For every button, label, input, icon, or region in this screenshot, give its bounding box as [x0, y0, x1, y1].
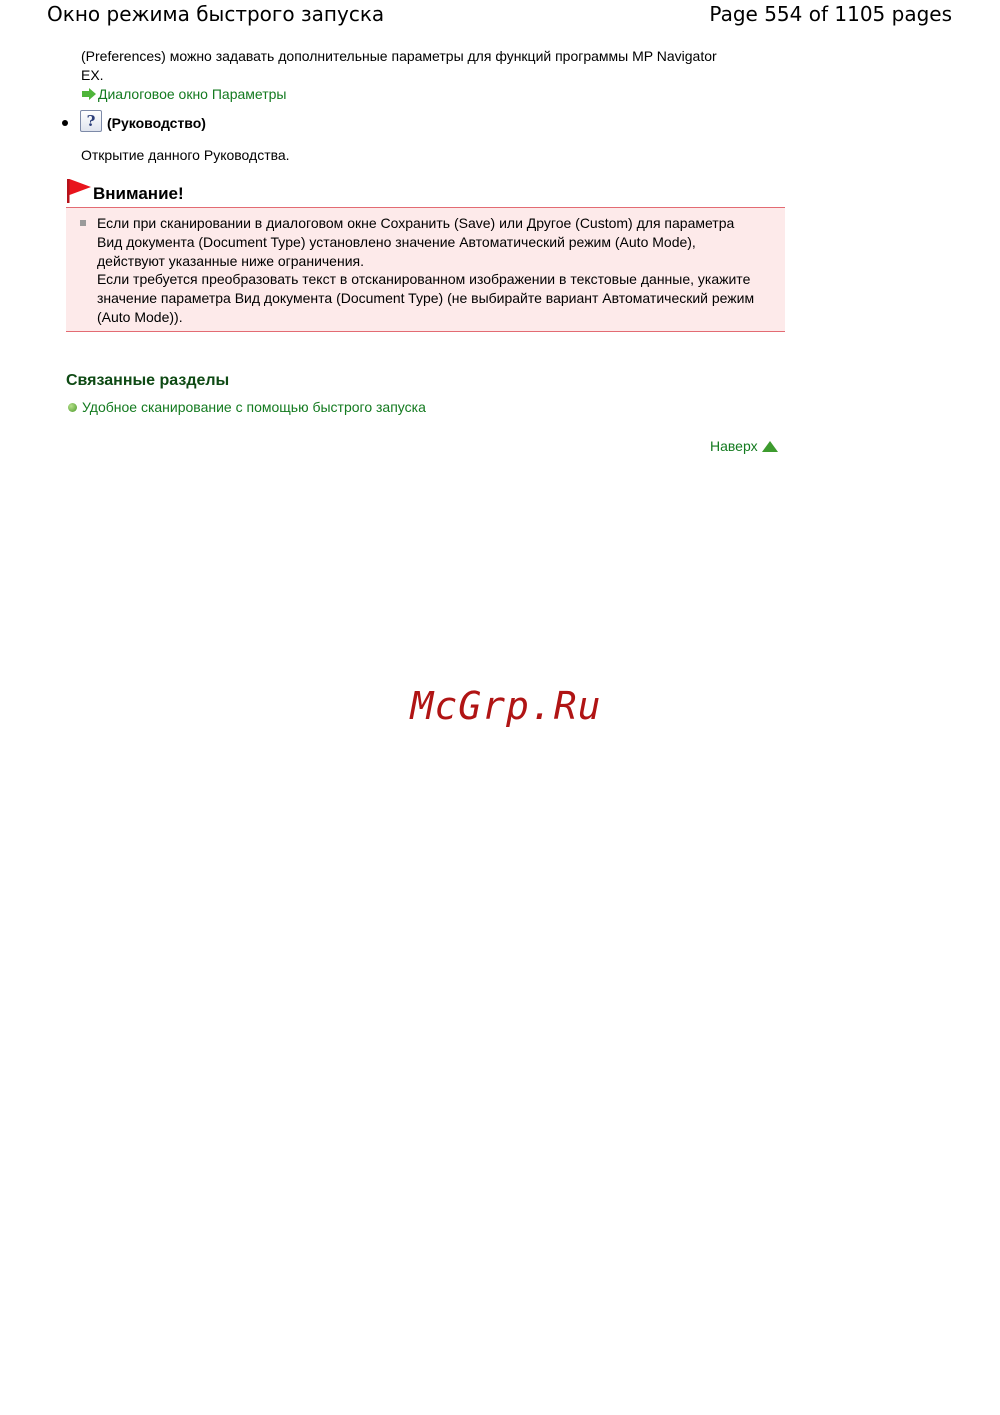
page-title: Окно режима быстрого запуска	[47, 2, 385, 26]
back-to-top-link[interactable]	[710, 437, 778, 455]
related-topic-item[interactable]	[68, 398, 426, 416]
related-topics-heading: Связанные разделы	[66, 372, 230, 389]
caution-text	[97, 214, 757, 327]
help-item-label: (Руководство)	[107, 115, 206, 131]
preferences-dialog-link-row[interactable]	[81, 85, 286, 103]
green-bullet-icon	[68, 403, 77, 412]
caution-title: Внимание!	[93, 184, 184, 203]
caution-bullet	[80, 220, 86, 226]
bullet-dot	[62, 120, 68, 126]
watermark: McGrp.Ru	[410, 684, 602, 728]
page-counter: Page 554 of 1105 pages	[709, 2, 952, 26]
back-to-top-label[interactable]: Наверх	[710, 438, 758, 454]
right-arrow-icon	[81, 87, 97, 101]
help-item-description: Открытие данного Руководства.	[81, 147, 290, 163]
help-list-item	[62, 110, 206, 132]
caution-paragraph-2: Если требуется преобразовать текст в отсканированном изображении в текстовые данные, укажите значение параметра Вид документа (Document Type) (не выбирайте вариант Автоматический режим (Auto Mode)).	[97, 271, 755, 325]
help-icon[interactable]: ?	[80, 110, 102, 132]
caution-paragraph-1: Если при сканировании в диалоговом окне Сохранить (Save) или Другое (Custom) для параметра Вид документа (Document Type) установлено значение Автоматический режим (Auto Mode), действуют указанные ниже ограничения.	[97, 215, 735, 269]
up-arrow-icon[interactable]	[762, 441, 778, 452]
related-topic-link[interactable]: Удобное сканирование с помощью быстрого запуска	[82, 399, 426, 415]
red-flag-icon	[66, 178, 92, 204]
intro-paragraph: (Preferences) можно задавать дополнительные параметры для функций программы MP Navigator EX.	[81, 48, 717, 83]
preferences-dialog-link[interactable]: Диалоговое окно Параметры	[98, 86, 287, 102]
caution-header	[66, 178, 184, 204]
